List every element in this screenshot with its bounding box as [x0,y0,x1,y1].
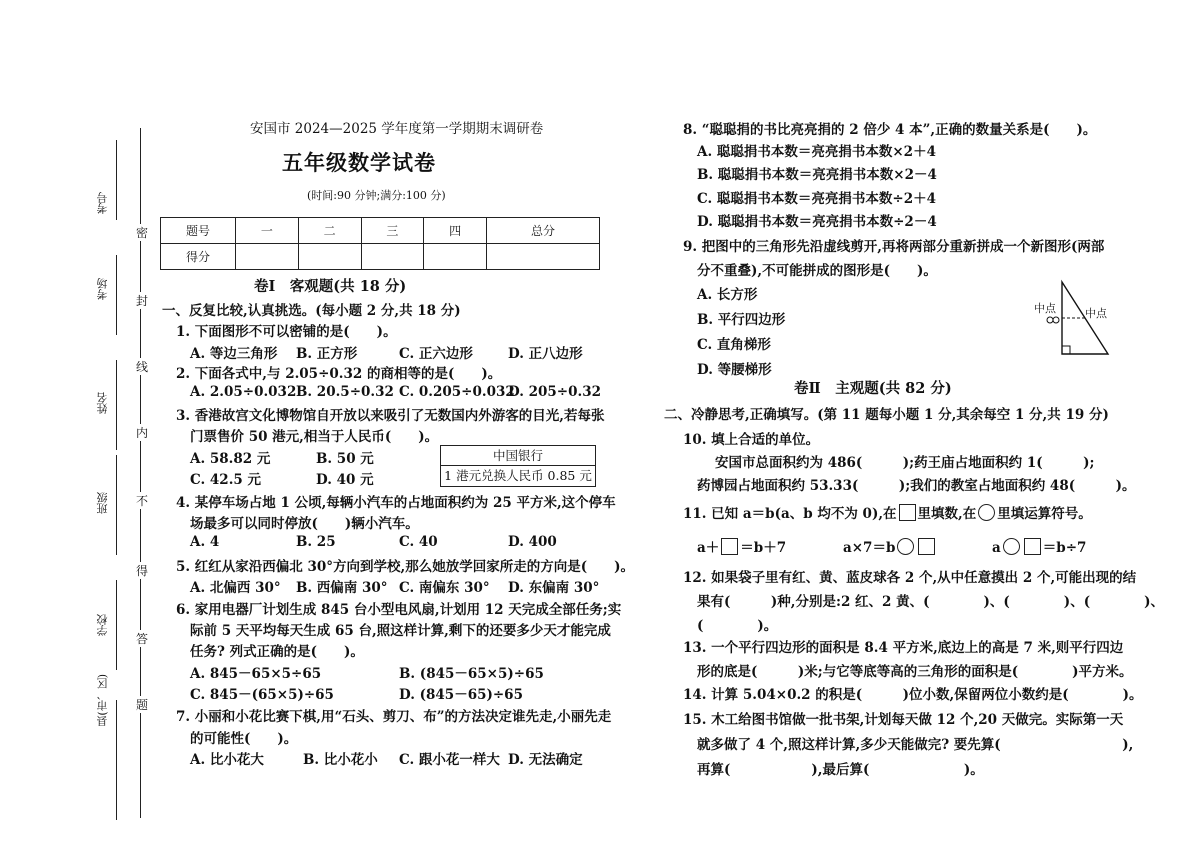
score-header-cell: 三 [361,218,424,244]
q14-line1: 14. 计算 5.04×0.2 的积是( )位小数,保留两位小数约是( )。 [683,687,1143,703]
q4-option-c[interactable]: C. 40 [399,534,438,550]
fig-label-right: 中点 [1085,307,1107,320]
seal-char: 线 [136,360,149,374]
score-header-cell: 二 [298,218,361,244]
q10-stem: 10. 填上合适的单位。 [683,432,820,448]
q12-line3: ( )。 [697,618,778,634]
answer-box[interactable] [721,538,738,555]
q11-stem-a: 11. 已知 a＝b(a、b 均不为 0),在 [683,506,897,522]
section2-title: 二、冷静思考,正确填写。(第 11 题每小题 1 分,其余每空 1 分,共 19 分) [664,407,1109,423]
blank-line-kaohao [116,140,117,220]
blank-line-kaochang [116,255,117,335]
section1-title: 一、反复比较,认真挑选。(每小题 2 分,共 18 分) [162,303,461,319]
q10-line1: 安国市总面积约为 486( );药王庙占地面积约 1( ); [715,455,1095,471]
time-info: (时间:90 分钟;满分:100 分) [307,189,446,202]
label-kaohao: 考号 [96,192,109,214]
q12-line2: 果有( )种,分别是:2 红、2 黄、( )、( )、( )、 [697,594,1164,610]
seal-char: 得 [136,564,149,578]
q3-option-d[interactable]: D. 40 元 [316,472,374,488]
q11-stem-c: 里填运算符号。 [997,506,1092,522]
q2-option-d[interactable]: D. 205÷0.32 [508,384,601,400]
triangle-diagram [1040,278,1120,358]
seal-char: 答 [136,632,149,646]
q6-option-c[interactable]: C. 845－(65×5)÷65 [190,687,334,703]
bank-name: 中国银行 [492,448,543,463]
q3-stem-line2: 门票售价 50 港元,相当于人民币( )。 [190,429,439,445]
q9-stem-line2: 分不重叠),不可能拼成的图形是( )。 [697,263,937,279]
q4-option-d[interactable]: D. 400 [508,534,557,550]
exchange-rate-box [440,445,596,487]
score-cell[interactable] [424,244,487,270]
q1-stem: 1. 下面图形不可以密铺的是( )。 [176,324,397,340]
q11-expr2 [843,536,937,556]
score-cell[interactable] [298,244,361,270]
q7-option-a[interactable]: A. 比小花大 [190,752,264,768]
score-cell[interactable] [487,244,600,270]
label-school: 学校 [96,614,109,636]
q6-stem-line3: 任务? 列式正确的是( )。 [190,644,364,660]
q13-line1: 13. 一个平行四边形的面积是 8.4 平方米,底边上的高是 7 米,则平行四边 [683,640,1124,656]
square-box-icon [899,504,916,521]
answer-box[interactable] [1024,538,1041,555]
q6-option-b[interactable]: B. (845－65×5)÷65 [399,666,544,682]
q9-option-c[interactable]: C. 直角梯形 [697,337,771,353]
q8-option-a[interactable]: A. 聪聪捐书本数＝亮亮捐书本数×2＋4 [697,144,936,160]
part1-title: 卷Ⅰ 客观题(共 18 分) [254,278,407,295]
q12-line1: 12. 如果袋子里有红、黄、蓝皮球各 2 个,从中任意摸出 2 个,可能出现的结 [683,570,1137,586]
seal-char: 封 [136,294,149,308]
q8-option-b[interactable]: B. 聪聪捐书本数＝亮亮捐书本数×2－4 [697,167,937,183]
q11-expr1 [697,536,786,556]
q11-expr1-a: a＋ [697,540,720,556]
q2-option-c[interactable]: C. 0.205÷0.032 [399,384,515,400]
score-table-header-row [161,218,600,244]
q8-stem: 8. “聪聪捐的书比亮亮捐的 2 倍少 4 本”,正确的数量关系是( )。 [683,122,1097,138]
q11-expr3-b: ＝b÷7 [1042,540,1087,556]
q3-stem-line1: 3. 香港故宫文化博物馆自开放以来吸引了无数国内外游客的目光,若每张 [176,408,605,424]
q4-option-a[interactable]: A. 4 [190,534,220,550]
q15-line3: 再算( ),最后算( )。 [697,762,984,778]
part2-title: 卷Ⅱ 主观题(共 82 分) [794,380,952,397]
exam-title: 安国市 2024—2025 学年度第一学期期末调研卷 [250,121,544,137]
q15-line1: 15. 木工给图书馆做一批书架,计划每天做 12 个,20 天做完。实际第一天 [683,712,1124,728]
answer-circle[interactable] [897,538,914,555]
q7-option-b[interactable]: B. 比小花小 [303,752,378,768]
q7-stem-line1: 7. 小丽和小花比赛下棋,用“石头、剪刀、布”的方法决定谁先走,小丽先走 [176,709,612,725]
label-kaochang: 考场 [96,278,109,300]
label-name: 姓名 [96,392,109,414]
score-header-cell: 四 [424,218,487,244]
blank-line-county [116,700,117,820]
blank-line-school [116,580,117,670]
q2-option-a[interactable]: A. 2.05÷0.032 [190,384,297,400]
q11-expr3-a: a [992,540,1001,556]
circle-box-icon [978,504,995,521]
label-class: 班级 [96,492,109,514]
bank-rate: 1 港元兑换人民币 0.85 元 [441,465,595,485]
q5-option-a[interactable]: A. 北偏西 30° [190,580,281,596]
q7-stem-line2: 的可能性( )。 [190,731,298,747]
score-row-label: 得分 [161,244,236,270]
q1-option-b[interactable]: B. 正方形 [296,346,358,362]
q9-stem-line1: 9. 把图中的三角形先沿虚线剪开,再将两部分重新拼成一个新图形(两部 [683,239,1105,255]
q7-option-c[interactable]: C. 跟小花一样大 [399,752,500,768]
q3-option-b[interactable]: B. 50 元 [316,451,374,467]
seal-char: 不 [136,494,149,508]
seal-char: 题 [136,698,149,712]
q1-option-c[interactable]: C. 正六边形 [399,346,473,362]
blank-line-class [116,455,117,555]
score-cell[interactable] [361,244,424,270]
seal-char: 内 [136,426,149,440]
score-cell[interactable] [236,244,299,270]
q6-stem-line2: 际前 5 天平均每天生成 65 台,照这样计算,剩下的还要多少天才能完成 [190,623,611,639]
score-header-cell: 题号 [161,218,236,244]
q4-option-b[interactable]: B. 25 [296,534,336,550]
q3-option-c[interactable]: C. 42.5 元 [190,472,261,488]
score-table-row [161,244,600,270]
q5-option-d[interactable]: D. 东偏南 30° [508,580,600,596]
q5-stem: 5. 红红从家沿西偏北 30°方向到学校,那么她放学回家所走的方向是( )。 [176,559,635,575]
q11-stem [683,502,1092,522]
q1-option-a[interactable]: A. 等边三角形 [190,346,278,362]
q4-stem-line1: 4. 某停车场占地 1 公顷,每辆小汽车的占地面积约为 25 平方米,这个停车 [176,495,616,511]
subject-title: 五年级数学试卷 [282,150,436,175]
seal-char: 密 [136,226,149,240]
q9-option-b[interactable]: B. 平行四边形 [697,312,786,328]
q8-option-d[interactable]: D. 聪聪捐书本数＝亮亮捐书本数÷2－4 [697,214,937,230]
q5-option-c[interactable]: C. 南偏东 30° [399,580,490,596]
q4-stem-line2: 场最多可以同时停放( )辆小汽车。 [190,516,419,532]
fig-label-left: 中点 [1034,302,1056,315]
blank-line-name [116,360,117,450]
q5-option-b[interactable]: B. 西偏南 30° [296,580,388,596]
q6-option-d[interactable]: D. (845－65)÷65 [399,687,523,703]
q9-option-a[interactable]: A. 长方形 [697,287,758,303]
q15-line2: 就多做了 4 个,照这样计算,多少天能做完? 要先算( ), [697,737,1134,753]
q2-option-b[interactable]: B. 20.5÷0.32 [296,384,394,400]
answer-box[interactable] [918,538,935,555]
q6-option-a[interactable]: A. 845－65×5÷65 [190,666,322,682]
q11-expr1-b: ＝b＋7 [740,540,787,556]
q2-stem: 2. 下面各式中,与 2.05÷0.32 的商相等的是( )。 [176,366,502,382]
q7-option-d[interactable]: D. 无法确定 [508,752,583,768]
q9-option-d[interactable]: D. 等腰梯形 [697,362,772,378]
q11-expr3 [992,536,1086,556]
q3-option-a[interactable]: A. 58.82 元 [190,451,271,467]
q8-option-c[interactable]: C. 聪聪捐书本数＝亮亮捐书本数÷2＋4 [697,191,937,207]
score-header-cell: 总分 [487,218,600,244]
q6-stem-line1: 6. 家用电器厂计划生成 845 台小型电风扇,计划用 12 天完成全部任务;实 [176,602,622,618]
q13-line2: 形的底是( )米;与它等底等高的三角形的面积是( )平方米。 [697,664,1133,680]
q11-stem-b: 里填数,在 [917,506,977,522]
label-county: 县(市、区) [96,674,109,727]
score-table [160,217,600,270]
q11-expr2-a: a×7＝b [843,540,896,556]
answer-circle[interactable] [1003,538,1020,555]
q10-line2: 药博园占地面积约 53.33( );我们的教室占地面积约 48( )。 [697,478,1136,494]
score-header-cell: 一 [236,218,299,244]
q1-option-d[interactable]: D. 正八边形 [508,346,583,362]
